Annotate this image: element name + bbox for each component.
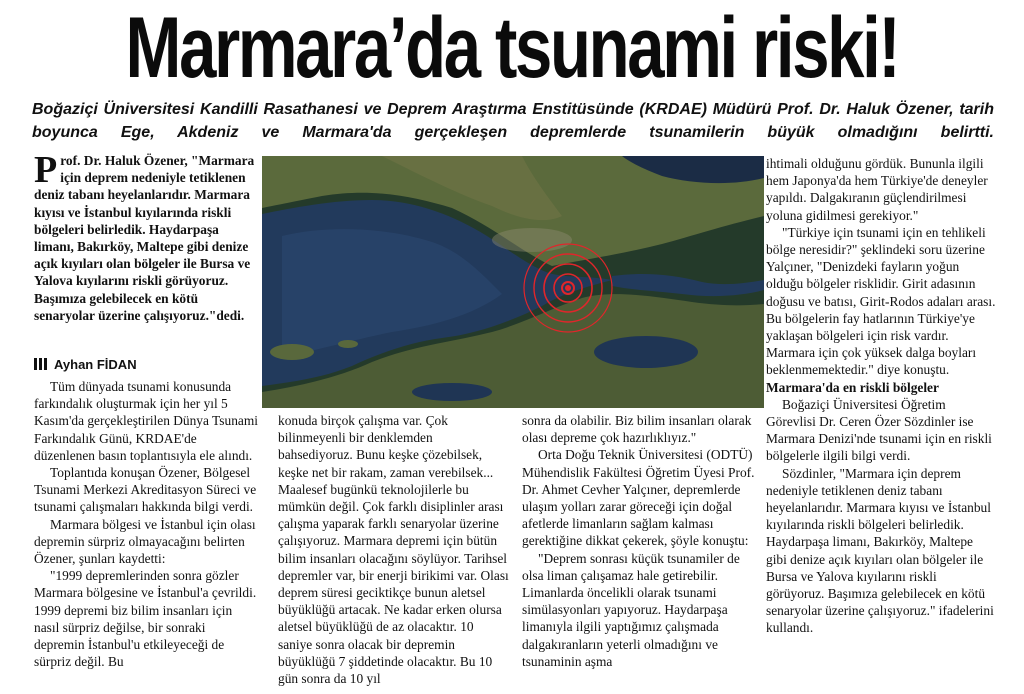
- paragraph: Orta Doğu Teknik Üniversitesi (ODTÜ) Mühendislik Fakültesi Öğretim Üyesi Prof. Dr. Ahmet Cevher Yalçıner, depremlerde ulaşım yolları zarar göreceği için doğal afetlerde limanların sağlam kalması gerektiğine dikkat çekerek, şöyle konuştu:: [522, 447, 755, 549]
- column-2: [278, 412, 510, 687]
- marmara-satellite-map: [262, 156, 764, 408]
- paragraph: "Türkiye için tsunami için en tehlikeli bölge neresidir?" şeklindeki soru üzerine Yalçıner, "Denizdeki fayların yoğun olduğu bölgeler risklidir. Girit adasının doğusu ve batısı, Girit-Rodos adaları arası. Bu bölgelerin fay hatlarının Türkiye'ye yaklaşan bölgeleri için risk vardır. Marmara için çok yüksek dalga boyları beklenmemektedir." diye konuştu.: [766, 224, 996, 378]
- byline-marker-icon: [34, 358, 49, 374]
- section-subhead: Marmara'da en riskli bölgeler: [766, 379, 939, 395]
- intro-text: rof. Dr. Haluk Özener, "Marmara için deprem nedeniyle tetiklenen deniz tabanı heyelanlarıdır. Marmara kıyısı ve İstanbul kıyılarında riskli bölgeleri belirledik. Haydarpaşa limanı, Bakırköy, Maltepe gibi denize açık kıyıları olan bölgeler ile Bursa ve Yalova kıyılarını riskli görüyoruz. Başımıza gelebilecek en kötü senaryolar üzerine çalışıyoruz."dedi.: [34, 153, 255, 323]
- paragraph: sonra da olabilir. Biz bilim insanları olarak olası depreme çok hazırlıklıyız.": [522, 413, 752, 446]
- byline: [34, 357, 256, 374]
- paragraph: Toplantıda konuşan Özener, Bölgesel Tsunami Merkezi Akreditasyon Süreci ve tsunami çalışmaları hakkında bilgi verdi.: [34, 465, 257, 515]
- column-1: [34, 378, 258, 670]
- map-graphic: [262, 156, 764, 408]
- paragraph: ihtimali olduğunu gördük. Bununla ilgili hem Japonya'da hem Türkiye'de deneyler yapıldı. Dalgakıranın güçlendirilmesi yoluna gidilmesi gerekiyor.": [766, 156, 988, 223]
- paragraph: Sözdinler, "Marmara için deprem nedeniyle tetiklenen deniz tabanı heyelanlarıdır. Marmara kıyısı ve İstanbul kıyılarında riskli bölgeleri belirledik. Haydarpaşa limanı, Bakırköy, Maltepe gibi denize açık kıyıları olan bölgeler ile Bursa ve Yalova kıyılarını riskli görüyoruz. Başımıza gelebilecek en kötü senaryolar üzerine çalışıyoruz." ifadelerini kullandı.: [766, 465, 994, 636]
- author-name: Ayhan FİDAN: [54, 357, 137, 372]
- drop-cap: P: [34, 149, 58, 191]
- paragraph: "Deprem sonrası küçük tsunamiler de olsa liman çalışamaz hale getirebilir. Limanlarda öncelikli olarak tsunami simülasyonları yapıyoruz. Haydarpaşa limanıyla ilgili yaptığımız çalışmada dalgakıranların yeterli olmadığını ve tsunaminin aşma: [522, 550, 740, 669]
- paragraph: Boğaziçi Üniversitesi Öğretim Görevlisi Dr. Ceren Özer Sözdinler ise Marmara Denizi'nde tsunami için en riskli bölgelerle ilgili bilgi verdi.: [766, 396, 992, 464]
- column-3: [522, 412, 760, 670]
- paragraph: "1999 depremlerinden sonra gözler Marmara bölgesine ve İstanbul'a çevrildi. 1999 depremi biz bilim insanları için nasıl sürpriz değilse, bir sonraki depremin İstanbul'u etkileyeceği de sürpriz değil. Bu: [34, 568, 257, 670]
- paragraph: konuda birçok çalışma var. Çok bilinmeyenli bir denklemden bahsediyoruz. Bunu keşke çözebilsek, keşke net bir rakam, zaman verebilsek... Maalesef bugünkü teknolojilerle bu mümkün değil. Çok farklı disiplinler arası çalışma yaparak farklı senaryolar üzerine çalışıyoruz. Marmara depremi için bütün bilim insanları olacağını söylüyor. Tarihsel depremler var, bir enerji birikimi var. Olası deprem süresi geciktikçe bunun aletsel büyüklüğü artacak. Ne kadar erken olursa aletsel büyüklüğü de az olacaktır. 10 saniye sonra olacak bir depremin büyüklüğü 7 şiddetinde olacaktır. Bu 10 gün sonra da 10 yıl: [278, 413, 509, 687]
- paragraph: Marmara bölgesi ve İstanbul için olası depremin sürpriz olmayacağını belirten Özener, şunları kaydetti:: [34, 516, 256, 567]
- intro-quote: [34, 149, 256, 324]
- column-4: [766, 155, 996, 637]
- paragraph: Tüm dünyada tsunami konusunda farkındalık oluşturmak için her yıl 5 Kasım'da gerçekleştirilen Dünya Tsunami Farkındalık Günü, KRDAE'de düzenlenen basın toplantısıyla ele alındı.: [34, 379, 258, 463]
- headline: Marmara’da tsunami riski!: [125, 0, 899, 96]
- lead-paragraph: Boğaziçi Üniversitesi Kandilli Rasathanesi ve Deprem Araştırma Enstitüsünde (KRDAE) Müdürü Prof. Dr. Haluk Özener, tarih boyunca Ege, Akdeniz ve Marmara'da gerçekleşen depremlerde tsunamilerin büyük olmadığını belirtti.: [32, 101, 994, 141]
